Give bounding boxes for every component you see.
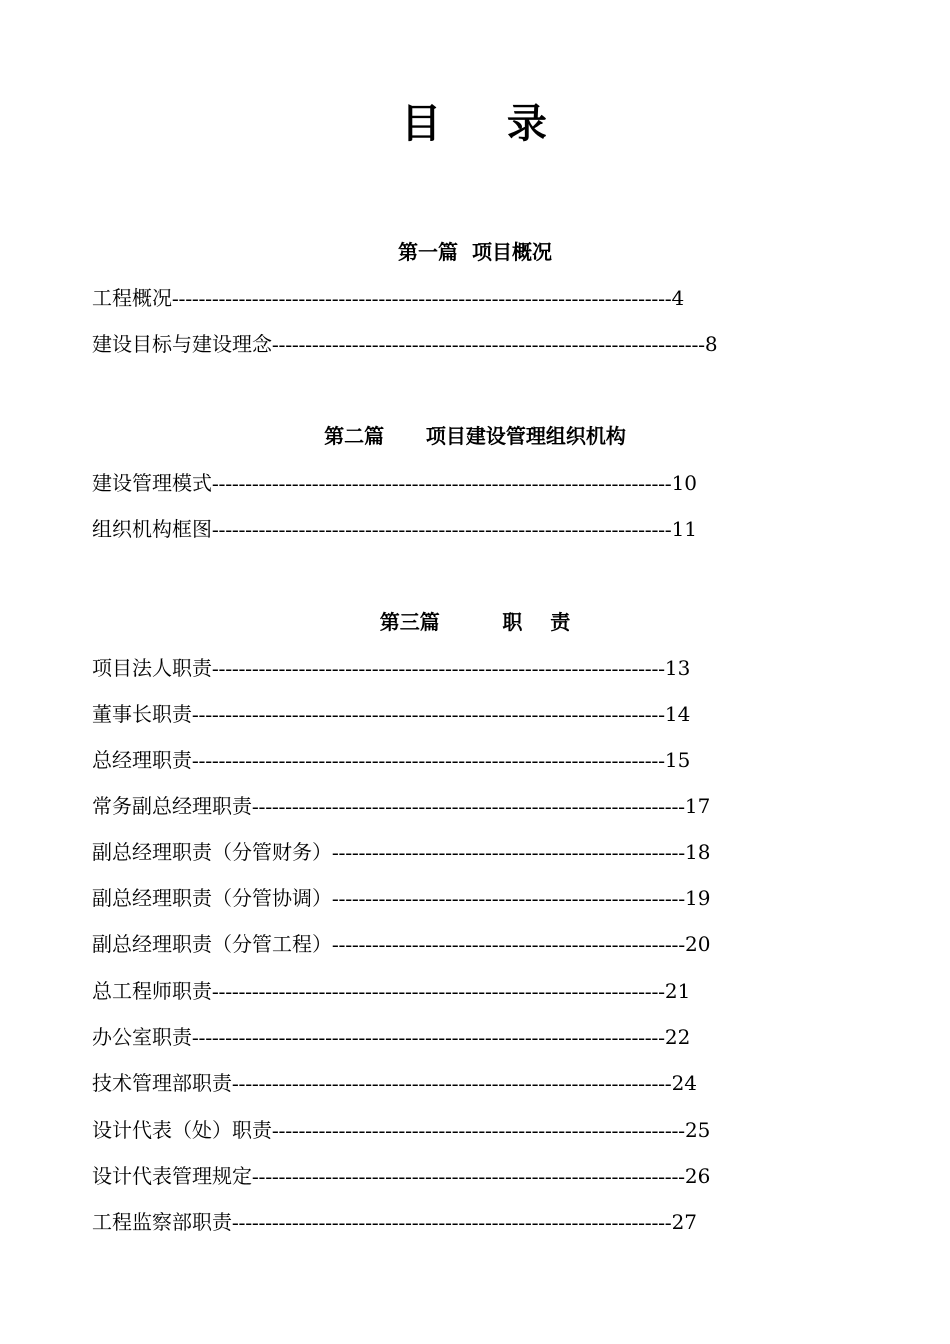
toc-entry-label: 建设管理模式 xyxy=(92,471,212,495)
toc-leader-dots: -------------------------------------------------------------------- xyxy=(212,658,665,680)
toc-entry-label: 技术管理部职责 xyxy=(92,1071,232,1095)
page-title: 目 录 xyxy=(401,101,549,147)
toc-page-number: 22 xyxy=(664,1025,691,1049)
toc-entry-label: 副总经理职责（分管财务） xyxy=(92,840,332,864)
toc-entry-label: 项目法人职责 xyxy=(92,656,212,680)
toc-leader-dots: ------------------------------------------------------------------ xyxy=(232,1073,672,1095)
toc-entry[interactable] xyxy=(92,1116,710,1145)
toc-page-number: 25 xyxy=(684,1118,711,1142)
toc-page-number: 10 xyxy=(671,471,698,495)
toc-page-number: 26 xyxy=(684,1164,711,1188)
toc-page-number: 11 xyxy=(671,517,698,541)
toc-entry[interactable] xyxy=(92,330,718,359)
toc-page-number: 18 xyxy=(685,840,711,864)
toc-page-number: 13 xyxy=(664,656,691,680)
toc-entry-label: 组织机构框图 xyxy=(92,517,212,541)
toc-leader-dots: ----------------------------------------------------------------- xyxy=(252,796,685,818)
toc-page-number: 15 xyxy=(664,748,691,772)
toc-page-number: 24 xyxy=(671,1071,698,1095)
toc-leader-dots: --------------------------------------------------------------------------- xyxy=(172,288,672,310)
toc-entry-label: 常务副总经理职责 xyxy=(92,794,252,818)
toc-entry-label: 总工程师职责 xyxy=(92,979,212,1003)
toc-entry[interactable] xyxy=(92,838,710,867)
toc-entry[interactable] xyxy=(92,977,690,1006)
toc-entry[interactable] xyxy=(92,930,710,959)
toc-page-number: 4 xyxy=(671,286,685,310)
toc-entry-label: 副总经理职责（分管协调） xyxy=(92,886,332,910)
toc-entry[interactable] xyxy=(92,284,684,313)
toc-leader-dots: ------------------------------------------------------------------ xyxy=(232,1212,672,1234)
toc-entry[interactable] xyxy=(92,654,690,683)
toc-leader-dots: ----------------------------------------------------- xyxy=(332,842,685,864)
toc-entry[interactable] xyxy=(92,1208,697,1237)
toc-page-number: 14 xyxy=(664,702,691,726)
toc-leader-dots: ----------------------------------------------------------------- xyxy=(252,1166,685,1188)
toc-page-number: 20 xyxy=(685,932,711,956)
toc-leader-dots: ----------------------------------------------------- xyxy=(332,934,685,956)
toc-entry[interactable] xyxy=(92,700,690,729)
toc-entry[interactable] xyxy=(92,469,697,498)
toc-leader-dots: ----------------------------------------------------- xyxy=(332,888,685,910)
toc-leader-dots: --------------------------------------------------------------------- xyxy=(212,473,672,495)
toc-entry-label: 工程概况 xyxy=(92,286,172,310)
toc-entry[interactable] xyxy=(92,1023,690,1052)
toc-leader-dots: ----------------------------------------------------------------------- xyxy=(192,704,665,726)
toc-leader-dots: ----------------------------------------------------------------------- xyxy=(192,750,665,772)
section-heading: 第二篇 项目建设管理组织机构 xyxy=(324,424,626,448)
section-heading: 第一篇 项目概况 xyxy=(398,240,552,264)
toc-entry[interactable] xyxy=(92,792,710,821)
toc-entry[interactable] xyxy=(92,1069,697,1098)
toc-entry[interactable] xyxy=(92,515,697,544)
toc-page-number: 19 xyxy=(685,886,711,910)
toc-leader-dots: ----------------------------------------------------------------- xyxy=(272,334,705,356)
toc-entry-label: 设计代表（处）职责 xyxy=(92,1118,272,1142)
toc-page-number: 17 xyxy=(684,794,711,818)
toc-leader-dots: -------------------------------------------------------------------- xyxy=(212,981,665,1003)
toc-page-number: 27 xyxy=(671,1210,698,1234)
toc-page-number: 8 xyxy=(704,332,718,356)
toc-leader-dots: -------------------------------------------------------------- xyxy=(272,1120,685,1142)
toc-entry-label: 总经理职责 xyxy=(92,748,192,772)
toc-entry[interactable] xyxy=(92,1162,710,1191)
toc-entry[interactable] xyxy=(92,884,710,913)
toc-entry-label: 建设目标与建设理念 xyxy=(92,332,272,356)
toc-leader-dots: --------------------------------------------------------------------- xyxy=(212,519,672,541)
toc-entry-label: 办公室职责 xyxy=(92,1025,192,1049)
toc-leader-dots: ----------------------------------------------------------------------- xyxy=(192,1027,665,1049)
toc-page-number: 21 xyxy=(664,979,691,1003)
toc-entry-label: 董事长职责 xyxy=(92,702,192,726)
toc-entry-label: 工程监察部职责 xyxy=(92,1210,232,1234)
section-heading: 第三篇 职 责 xyxy=(379,610,571,634)
toc-entry[interactable] xyxy=(92,746,690,775)
toc-entry-label: 设计代表管理规定 xyxy=(92,1164,252,1188)
toc-entry-label: 副总经理职责（分管工程） xyxy=(92,932,332,956)
